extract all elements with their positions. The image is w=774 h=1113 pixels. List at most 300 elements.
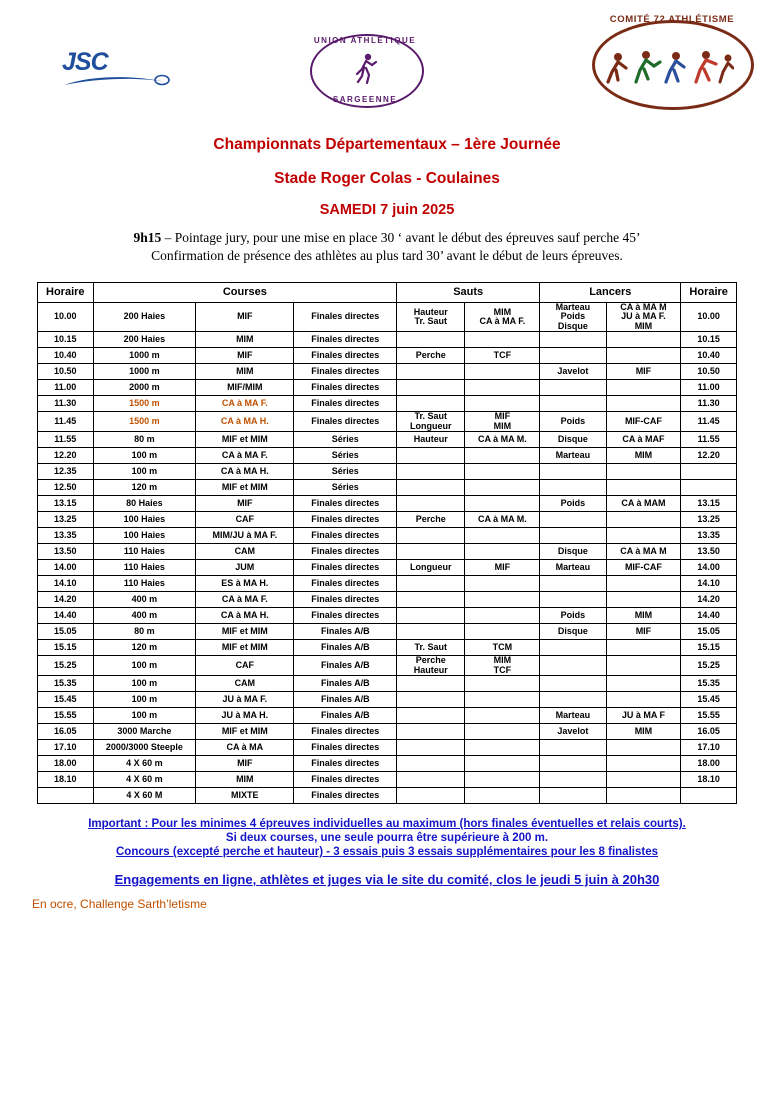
table-row (38, 656, 737, 676)
cell-time-right: 10.15 (681, 332, 737, 348)
table-row (38, 348, 737, 364)
footer-note-ocre: En ocre, Challenge Sarth’letisme (32, 897, 207, 912)
cell-jump-category (465, 496, 540, 512)
cell-throw-category (606, 512, 681, 528)
cell-jump-event (397, 332, 465, 348)
cell-jump-category: TCM (465, 640, 540, 656)
cell-jump-category (465, 480, 540, 496)
table-row (38, 544, 737, 560)
cell-time-right: 14.20 (681, 592, 737, 608)
cell-type: Finales directes (294, 756, 397, 772)
cell-time-right: 15.35 (681, 676, 737, 692)
cell-jump-category: MIF MIM (465, 412, 540, 432)
table-row (38, 380, 737, 396)
cell-event: 400 m (93, 592, 196, 608)
cell-category: CA à MA H. (196, 412, 294, 432)
cell-event: 4 X 60 m (93, 772, 196, 788)
cell-category: MIM (196, 332, 294, 348)
cell-event: 1000 m (93, 348, 196, 364)
cell-throw-category (606, 464, 681, 480)
cell-category: CAF (196, 512, 294, 528)
cell-time-left: 14.10 (38, 576, 94, 592)
cell-time-right (681, 480, 737, 496)
cell-time-left: 12.50 (38, 480, 94, 496)
cell-throw-event (540, 756, 606, 772)
cell-jump-category (465, 772, 540, 788)
cell-jump-event: Perche Hauteur (397, 656, 465, 676)
cell-throw-event (540, 676, 606, 692)
cell-event: 1500 m (93, 396, 196, 412)
cell-type: Finales A/B (294, 656, 397, 676)
cell-throw-category (606, 480, 681, 496)
cell-type: Finales A/B (294, 676, 397, 692)
comite-logo (592, 14, 752, 110)
cell-throw-event (540, 640, 606, 656)
cell-type: Séries (294, 480, 397, 496)
cell-event: 120 m (93, 640, 196, 656)
cell-time-left: 18.00 (38, 756, 94, 772)
cell-category: CA à MA (196, 740, 294, 756)
cell-time-left: 15.05 (38, 624, 94, 640)
cell-time-right: 16.05 (681, 724, 737, 740)
cell-category: MIF (196, 348, 294, 364)
cell-type: Finales directes (294, 544, 397, 560)
cell-type: Finales directes (294, 772, 397, 788)
cell-jump-category: CA à MA M. (465, 512, 540, 528)
cell-time-left: 10.40 (38, 348, 94, 364)
cell-time-left: 11.30 (38, 396, 94, 412)
cell-type: Finales directes (294, 740, 397, 756)
jury-note (0, 230, 774, 246)
schedule-table-wrap (37, 282, 737, 804)
cell-category: CA à MA F. (196, 396, 294, 412)
cell-throw-event (540, 512, 606, 528)
cell-time-right: 11.00 (681, 380, 737, 396)
cell-category: CA à MA H. (196, 464, 294, 480)
cell-jump-event (397, 756, 465, 772)
cell-jump-category (465, 396, 540, 412)
cell-type: Finales directes (294, 788, 397, 804)
footer-note-important: Important : Pour les minimes 4 épreuves individuelles au maximum (hors finales éventuelles et relais courts). (88, 818, 686, 831)
table-row (38, 592, 737, 608)
cell-category: MIF et MIM (196, 724, 294, 740)
cell-jump-category (465, 576, 540, 592)
cell-category: MIF et MIM (196, 480, 294, 496)
cell-jump-event: Perche (397, 348, 465, 364)
cell-time-left: 15.35 (38, 676, 94, 692)
cell-throw-event (540, 740, 606, 756)
cell-throw-event (540, 348, 606, 364)
cell-category: CAM (196, 544, 294, 560)
footer-notes (0, 818, 774, 887)
table-row (38, 624, 737, 640)
cell-throw-category (606, 640, 681, 656)
cell-time-left: 12.35 (38, 464, 94, 480)
cell-type: Séries (294, 432, 397, 448)
cell-type: Finales directes (294, 364, 397, 380)
cell-throw-category (606, 676, 681, 692)
cell-jump-event: Hauteur (397, 432, 465, 448)
cell-category: MIF et MIM (196, 624, 294, 640)
cell-type: Séries (294, 464, 397, 480)
cell-jump-category: TCF (465, 348, 540, 364)
cell-category: CAM (196, 676, 294, 692)
cell-time-right: 13.15 (681, 496, 737, 512)
cell-time-right: 15.15 (681, 640, 737, 656)
cell-time-left: 11.00 (38, 380, 94, 396)
cell-jump-event (397, 608, 465, 624)
cell-category: MIM (196, 364, 294, 380)
cell-time-right: 14.40 (681, 608, 737, 624)
cell-category: MIF et MIM (196, 432, 294, 448)
cell-type: Finales directes (294, 332, 397, 348)
cell-category: JU à MA F. (196, 692, 294, 708)
cell-time-right: 13.35 (681, 528, 737, 544)
cell-time-left: 13.25 (38, 512, 94, 528)
cell-throw-event (540, 528, 606, 544)
cell-time-right: 15.05 (681, 624, 737, 640)
cell-time-left: 13.35 (38, 528, 94, 544)
cell-category: JU à MA H. (196, 708, 294, 724)
cell-jump-category (465, 676, 540, 692)
cell-jump-category (465, 756, 540, 772)
cell-throw-event: Poids (540, 608, 606, 624)
cell-jump-category (465, 724, 540, 740)
cell-time-right: 10.00 (681, 303, 737, 332)
cell-category: CA à MA H. (196, 608, 294, 624)
page-title: Championnats Départementaux – 1ère Journée (213, 136, 561, 153)
cell-event: 3000 Marche (93, 724, 196, 740)
cell-throw-category (606, 756, 681, 772)
table-row (38, 396, 737, 412)
cell-time-left: 16.05 (38, 724, 94, 740)
cell-event: 4 X 60 M (93, 788, 196, 804)
table-row (38, 708, 737, 724)
cell-time-right: 10.50 (681, 364, 737, 380)
cell-throw-category (606, 396, 681, 412)
cell-category: CA à MA F. (196, 592, 294, 608)
cell-throw-category (606, 576, 681, 592)
cell-jump-category (465, 788, 540, 804)
cell-jump-event (397, 708, 465, 724)
cell-throw-event (540, 772, 606, 788)
cell-jump-event (397, 380, 465, 396)
cell-time-right: 11.55 (681, 432, 737, 448)
cell-throw-category: MIM (606, 608, 681, 624)
table-row (38, 464, 737, 480)
cell-jump-category (465, 740, 540, 756)
cell-time-right: 15.45 (681, 692, 737, 708)
header-horaire-right: Horaire (681, 283, 737, 303)
cell-throw-category (606, 740, 681, 756)
ua-logo-top-text: UNION ATHLETIQUE (313, 36, 417, 45)
cell-time-left: 15.25 (38, 656, 94, 676)
cell-type: Finales directes (294, 592, 397, 608)
cell-category: CAF (196, 656, 294, 676)
cell-jump-category (465, 624, 540, 640)
table-row (38, 692, 737, 708)
schedule-table (37, 282, 737, 804)
ua-logo-bottom-text: SARGEENNE (332, 95, 398, 104)
cell-jump-event: Tr. Saut (397, 640, 465, 656)
cell-time-left: 10.50 (38, 364, 94, 380)
cell-time-right: 13.50 (681, 544, 737, 560)
cell-event: 80 m (93, 432, 196, 448)
cell-jump-event (397, 396, 465, 412)
cell-throw-event: Poids (540, 412, 606, 432)
cell-time-left: 11.55 (38, 432, 94, 448)
cell-type: Finales directes (294, 576, 397, 592)
cell-event: 1000 m (93, 364, 196, 380)
cell-type: Finales directes (294, 724, 397, 740)
schedule-table-body (38, 303, 737, 804)
table-row (38, 364, 737, 380)
cell-type: Finales directes (294, 380, 397, 396)
cell-throw-category: CA à MA M JU à MA F. MIM (606, 303, 681, 332)
cell-event: 100 Haies (93, 512, 196, 528)
header-courses: Courses (93, 283, 397, 303)
cell-event: 110 Haies (93, 576, 196, 592)
cell-category: MIF (196, 303, 294, 332)
cell-category: JUM (196, 560, 294, 576)
cell-throw-event: Marteau (540, 448, 606, 464)
cell-jump-event (397, 480, 465, 496)
cell-time-right: 15.55 (681, 708, 737, 724)
cell-type: Séries (294, 448, 397, 464)
cell-category: MIF/MIM (196, 380, 294, 396)
cell-type: Finales directes (294, 512, 397, 528)
cell-event: 110 Haies (93, 544, 196, 560)
table-row (38, 496, 737, 512)
cell-time-right: 15.25 (681, 656, 737, 676)
cell-category: MIM (196, 772, 294, 788)
cell-throw-event: Javelot (540, 364, 606, 380)
cell-jump-category (465, 528, 540, 544)
jsc-logo (62, 48, 172, 90)
cell-jump-category (465, 448, 540, 464)
cell-jump-category (465, 332, 540, 348)
cell-time-right: 18.00 (681, 756, 737, 772)
cell-throw-event: Disque (540, 432, 606, 448)
cell-type: Finales directes (294, 496, 397, 512)
cell-time-right: 14.10 (681, 576, 737, 592)
date-title: SAMEDI 7 juin 2025 (319, 202, 455, 218)
jury-note-time: 9h15 (133, 230, 162, 245)
table-row (38, 676, 737, 692)
table-row (38, 303, 737, 332)
cell-category: ES à MA H. (196, 576, 294, 592)
table-row (38, 448, 737, 464)
cell-throw-category: CA à MAF (606, 432, 681, 448)
confirmation-note: Confirmation de présence des athlètes au plus tard 30’ avant le début de leurs épreuves. (151, 248, 623, 263)
cell-event: 100 Haies (93, 528, 196, 544)
cell-jump-category (465, 692, 540, 708)
cell-throw-category: MIM (606, 724, 681, 740)
cell-throw-event (540, 692, 606, 708)
table-row (38, 412, 737, 432)
cell-jump-event (397, 624, 465, 640)
cell-throw-category: MIF-CAF (606, 560, 681, 576)
cell-time-left: 14.40 (38, 608, 94, 624)
cell-throw-category (606, 348, 681, 364)
cell-time-left: 18.10 (38, 772, 94, 788)
cell-time-right: 18.10 (681, 772, 737, 788)
header-lancers: Lancers (540, 283, 681, 303)
cell-type: Finales directes (294, 608, 397, 624)
cell-time-right: 13.25 (681, 512, 737, 528)
cell-throw-category: MIM (606, 448, 681, 464)
cell-jump-category: MIM CA à MA F. (465, 303, 540, 332)
cell-jump-event (397, 676, 465, 692)
cell-jump-event (397, 364, 465, 380)
table-row (38, 432, 737, 448)
cell-category: CA à MA F. (196, 448, 294, 464)
cell-type: Finales directes (294, 528, 397, 544)
cell-time-left: 13.50 (38, 544, 94, 560)
header-horaire-left: Horaire (38, 283, 94, 303)
cell-time-left: 15.15 (38, 640, 94, 656)
cell-event: 200 Haies (93, 332, 196, 348)
header-sauts: Sauts (397, 283, 540, 303)
cell-throw-event: Marteau (540, 560, 606, 576)
cell-throw-event: Marteau (540, 708, 606, 724)
cell-jump-event (397, 528, 465, 544)
cell-time-left: 13.15 (38, 496, 94, 512)
runner-icon (353, 52, 379, 84)
cell-time-right: 14.00 (681, 560, 737, 576)
athletes-icon (606, 48, 734, 86)
cell-jump-event (397, 592, 465, 608)
cell-category: MIF (196, 756, 294, 772)
cell-throw-event (540, 788, 606, 804)
cell-time-left: 14.20 (38, 592, 94, 608)
jury-note-text: – Pointage jury, pour une mise en place 30 ‘ avant le début des épreuves sauf perche 45’ (161, 230, 641, 245)
cell-jump-event: Hauteur Tr. Saut (397, 303, 465, 332)
cell-event: 2000/3000 Steeple (93, 740, 196, 756)
cell-event: 400 m (93, 608, 196, 624)
cell-type: Finales directes (294, 396, 397, 412)
table-row (38, 528, 737, 544)
venue-title: Stade Roger Colas - Coulaines (274, 170, 500, 187)
cell-jump-category (465, 464, 540, 480)
cell-throw-category (606, 332, 681, 348)
table-row (38, 576, 737, 592)
cell-throw-event: Marteau Poids Disque (540, 303, 606, 332)
table-row (38, 772, 737, 788)
cell-event: 100 m (93, 464, 196, 480)
cell-event: 100 m (93, 448, 196, 464)
cell-time-right: 11.45 (681, 412, 737, 432)
table-row (38, 788, 737, 804)
cell-event: 80 m (93, 624, 196, 640)
cell-throw-event: Javelot (540, 724, 606, 740)
comite-logo-text: COMITÉ 72 ATHLÉTISME (609, 14, 735, 25)
swoosh-icon (62, 74, 172, 88)
cell-time-left: 15.45 (38, 692, 94, 708)
cell-jump-event (397, 448, 465, 464)
cell-throw-event (540, 380, 606, 396)
cell-time-left: 10.00 (38, 303, 94, 332)
cell-jump-event (397, 788, 465, 804)
cell-throw-event (540, 480, 606, 496)
jsc-logo-text: JSC (62, 48, 108, 76)
cell-jump-event (397, 496, 465, 512)
cell-time-left: 15.55 (38, 708, 94, 724)
table-row (38, 724, 737, 740)
table-row (38, 640, 737, 656)
cell-time-right: 10.40 (681, 348, 737, 364)
cell-jump-event (397, 692, 465, 708)
cell-jump-event (397, 544, 465, 560)
cell-throw-category (606, 380, 681, 396)
cell-time-left: 12.20 (38, 448, 94, 464)
cell-throw-category (606, 592, 681, 608)
cell-time-right: 12.20 (681, 448, 737, 464)
cell-throw-category: CA à MAM (606, 496, 681, 512)
cell-event: 4 X 60 m (93, 756, 196, 772)
cell-category: MIM/JU à MA F. (196, 528, 294, 544)
table-row (38, 740, 737, 756)
cell-type: Finales A/B (294, 692, 397, 708)
cell-time-left: 10.15 (38, 332, 94, 348)
table-row (38, 560, 737, 576)
cell-jump-category (465, 608, 540, 624)
table-header-row (38, 283, 737, 303)
cell-event: 2000 m (93, 380, 196, 396)
cell-category: MIF et MIM (196, 640, 294, 656)
cell-event: 1500 m (93, 412, 196, 432)
cell-event: 100 m (93, 708, 196, 724)
cell-throw-category: CA à MA M (606, 544, 681, 560)
cell-throw-event: Disque (540, 544, 606, 560)
cell-jump-category (465, 544, 540, 560)
cell-category: MIF (196, 496, 294, 512)
cell-jump-category: CA à MA M. (465, 432, 540, 448)
footer-note-courses: Si deux courses, une seule pourra être supérieure à 200 m. (225, 832, 549, 845)
cell-throw-category: MIF-CAF (606, 412, 681, 432)
footer-note-engagements: Engagements en ligne, athlètes et juges via le site du comité, clos le jeudi 5 juin à 20h30 (114, 872, 660, 888)
cell-time-right: 11.30 (681, 396, 737, 412)
cell-time-right (681, 788, 737, 804)
cell-jump-event (397, 576, 465, 592)
cell-type: Finales directes (294, 303, 397, 332)
cell-jump-category: MIF (465, 560, 540, 576)
cell-time-left: 14.00 (38, 560, 94, 576)
cell-jump-event (397, 772, 465, 788)
cell-jump-event (397, 464, 465, 480)
table-row (38, 480, 737, 496)
cell-throw-category (606, 528, 681, 544)
table-row (38, 608, 737, 624)
cell-throw-event (540, 332, 606, 348)
cell-jump-category (465, 592, 540, 608)
cell-jump-category (465, 364, 540, 380)
cell-throw-category: MIF (606, 624, 681, 640)
cell-jump-category (465, 380, 540, 396)
cell-type: Finales A/B (294, 624, 397, 640)
cell-type: Finales directes (294, 348, 397, 364)
cell-throw-event: Poids (540, 496, 606, 512)
table-row (38, 756, 737, 772)
cell-throw-category: MIF (606, 364, 681, 380)
cell-jump-event (397, 724, 465, 740)
cell-throw-event (540, 656, 606, 676)
cell-event: 100 m (93, 656, 196, 676)
cell-time-right (681, 464, 737, 480)
cell-jump-event: Longueur (397, 560, 465, 576)
cell-event: 110 Haies (93, 560, 196, 576)
cell-throw-event (540, 396, 606, 412)
